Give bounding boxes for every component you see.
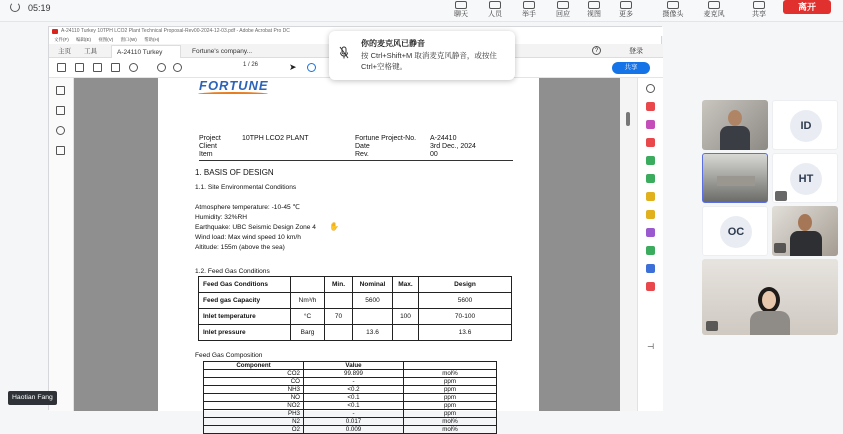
upload-icon[interactable] bbox=[75, 63, 84, 72]
bookmark-icon[interactable] bbox=[56, 106, 65, 115]
pdf-page bbox=[158, 78, 539, 433]
menu-help[interactable]: 帮助(H) bbox=[144, 37, 160, 42]
rev-value: 00 bbox=[430, 151, 438, 158]
timer-icon bbox=[10, 2, 20, 12]
feed-gas-table bbox=[198, 276, 512, 341]
sign-icon[interactable] bbox=[646, 228, 655, 237]
meeting-toolbar bbox=[0, 0, 843, 22]
menu-view[interactable]: 视图(V) bbox=[98, 37, 114, 42]
fortune-project-label: Fortune Project-No. bbox=[355, 135, 417, 142]
mic-muted-icon bbox=[775, 191, 787, 201]
participant-face bbox=[798, 214, 812, 231]
protect-icon[interactable] bbox=[646, 264, 655, 273]
chat-icon bbox=[455, 1, 467, 9]
raise-hand-button[interactable]: 举手 bbox=[512, 0, 546, 22]
acrobat-share-button[interactable]: 共享 bbox=[612, 62, 650, 74]
participant-body bbox=[750, 311, 790, 335]
company-logo: FORTUNE bbox=[199, 78, 269, 93]
create-pdf-icon[interactable] bbox=[646, 138, 655, 147]
table-row: CO - ppm bbox=[204, 378, 497, 386]
date-value: 3rd Dec., 2024 bbox=[430, 143, 476, 150]
table-row: CO2 99.899 mol% bbox=[204, 370, 497, 378]
login-link[interactable]: 登录 bbox=[629, 48, 643, 55]
mic-icon bbox=[708, 1, 720, 9]
tab-document-1[interactable]: A-24110 Turkey bbox=[111, 45, 181, 58]
project-value: 10TPH LCO2 PLANT bbox=[242, 135, 309, 142]
avatar: OC bbox=[720, 216, 752, 248]
pages-icon[interactable] bbox=[56, 86, 65, 95]
window-title: A-24110 Turkey 10TPH LCO2 Plant Technical Proposal-Rev00-2024-12-03.pdf - Adobe Acrobat Pro DC bbox=[61, 28, 290, 34]
left-panel bbox=[49, 78, 74, 411]
participant-video-tile[interactable] bbox=[702, 100, 768, 150]
fill-sign-icon[interactable] bbox=[646, 210, 655, 219]
comment-icon[interactable] bbox=[646, 192, 655, 201]
hand-tool-icon[interactable] bbox=[307, 63, 316, 72]
combine-icon[interactable] bbox=[646, 156, 655, 165]
tab-home[interactable]: 主页 bbox=[58, 48, 71, 55]
logo-swoosh bbox=[198, 92, 268, 96]
mic-muted-toast[interactable] bbox=[329, 31, 515, 80]
camera-button[interactable]: 摄像头 bbox=[656, 0, 690, 22]
avatar: ID bbox=[790, 110, 822, 142]
leave-button[interactable]: 离开 bbox=[783, 0, 831, 14]
page-indicator[interactable]: 1 / 26 bbox=[243, 62, 259, 68]
env-earthquake: Earthquake: UBC Seismic Design Zone 4 bbox=[195, 224, 316, 231]
table-row: Inlet pressure Barg 13.6 13.6 bbox=[199, 325, 512, 341]
attachment-icon[interactable] bbox=[56, 126, 65, 135]
people-icon bbox=[489, 1, 501, 9]
view-icon bbox=[588, 1, 600, 9]
participant-video-tile-large[interactable] bbox=[702, 259, 838, 335]
hand-cursor-icon: ✋ bbox=[329, 222, 339, 231]
page-down-icon[interactable] bbox=[173, 63, 182, 72]
table-row: NH3 <0.2 ppm bbox=[204, 386, 497, 394]
menu-file[interactable]: 文件(F) bbox=[54, 37, 69, 42]
item-label: Item bbox=[199, 151, 213, 158]
mic-off-icon bbox=[339, 46, 349, 60]
reaction-icon bbox=[557, 1, 569, 9]
participant-video-tile[interactable] bbox=[772, 206, 838, 256]
toast-body: 按 Ctrl+Shift+M 取消麦克风静音，或按住 Ctrl+空格键。 bbox=[361, 51, 497, 71]
env-altitude: Altitude: 155m (above the sea) bbox=[195, 244, 285, 251]
menu-edit[interactable]: 编辑(E) bbox=[76, 37, 92, 42]
zoom-icon[interactable] bbox=[646, 84, 655, 93]
header-rule bbox=[199, 160, 513, 161]
mic-muted-icon bbox=[774, 243, 786, 253]
client-label: Client bbox=[199, 143, 217, 150]
participant-video-tile-speaking[interactable] bbox=[702, 153, 768, 203]
participant-body bbox=[720, 126, 750, 150]
participant-face bbox=[728, 110, 742, 126]
table-row: NO2 <0.1 ppm bbox=[204, 402, 497, 410]
help-icon[interactable]: ? bbox=[592, 46, 601, 55]
composition-title: Feed Gas Composition bbox=[195, 352, 263, 359]
new-file-icon[interactable] bbox=[57, 63, 66, 72]
participant-face bbox=[762, 291, 776, 309]
mic-button[interactable]: 麦克风 bbox=[697, 0, 731, 22]
presenter-name-label: Haotian Fang bbox=[8, 391, 57, 405]
env-wind-load: Wind load: Max wind speed 10 km/h bbox=[195, 234, 301, 241]
toast-title: 你的麦克风已静音 bbox=[361, 39, 425, 48]
shared-screen bbox=[48, 26, 662, 433]
table-row: N2 0.017 mol% bbox=[204, 418, 497, 426]
chat-button[interactable]: 聊天 bbox=[444, 0, 478, 22]
section-site-conditions: 1.1. Site Environmental Conditions bbox=[195, 184, 297, 191]
section-basis-of-design: 1. BASIS OF DESIGN bbox=[195, 168, 274, 177]
meeting-time: 05:19 bbox=[28, 3, 51, 13]
fortune-project-value: A-24410 bbox=[430, 135, 457, 142]
vertical-scrollbar[interactable] bbox=[620, 78, 637, 411]
participant-avatar-tile[interactable] bbox=[772, 100, 838, 150]
participant-avatar-tile[interactable] bbox=[702, 206, 768, 256]
tab-tools[interactable]: 工具 bbox=[84, 48, 97, 55]
share-icon bbox=[753, 1, 765, 9]
mail-icon[interactable] bbox=[111, 63, 120, 72]
table-header-row: Component Value bbox=[204, 362, 497, 370]
scrollbar-thumb[interactable] bbox=[626, 112, 630, 126]
participant-body bbox=[790, 231, 822, 256]
date-label: Date bbox=[355, 143, 370, 150]
table-row: NO <0.1 ppm bbox=[204, 394, 497, 402]
print-icon[interactable] bbox=[93, 63, 102, 72]
search-icon[interactable] bbox=[129, 63, 138, 72]
table-row: PH3 - ppm bbox=[204, 410, 497, 418]
camera-icon bbox=[667, 1, 679, 9]
table-row: Feed gas Capacity Nm³/h 5600 5600 bbox=[199, 293, 512, 309]
more-tools-icon[interactable]: ⊣ bbox=[647, 342, 654, 351]
export-pdf-icon[interactable] bbox=[646, 102, 655, 111]
project-label: Project bbox=[199, 135, 221, 142]
meeting-table bbox=[717, 176, 755, 186]
composition-table bbox=[203, 361, 497, 434]
avatar: HT bbox=[790, 163, 822, 195]
participant-avatar-tile[interactable] bbox=[772, 153, 838, 203]
cursor-icon[interactable]: ➤ bbox=[289, 62, 297, 72]
share-screen-button[interactable]: 共享 bbox=[742, 0, 776, 22]
people-button[interactable]: 人员 bbox=[478, 0, 512, 22]
tab-document-2[interactable]: Fortune's company... bbox=[192, 48, 253, 55]
view-button[interactable]: 视图 bbox=[577, 0, 611, 22]
redact-icon[interactable] bbox=[646, 282, 655, 291]
scan-icon[interactable] bbox=[646, 246, 655, 255]
env-humidity: Humidity: 32%RH bbox=[195, 214, 248, 221]
menu-window[interactable]: 窗口(W) bbox=[120, 37, 137, 42]
layers-icon[interactable] bbox=[56, 146, 65, 155]
page-up-icon[interactable] bbox=[157, 63, 166, 72]
env-temperature: Atmosphere temperature: -10-45 ℃ bbox=[195, 204, 300, 211]
raise-hand-icon bbox=[523, 1, 535, 9]
table-header-row: Feed Gas Conditions Min. Nominal Max. Design bbox=[199, 277, 512, 293]
edit-pdf-icon[interactable] bbox=[646, 120, 655, 129]
mic-muted-icon bbox=[706, 321, 718, 331]
rev-label: Rev. bbox=[355, 151, 369, 158]
table-row: Inlet temperature °C 70 100 70-100 bbox=[199, 309, 512, 325]
section-feed-gas: 1.2. Feed Gas Conditions bbox=[195, 268, 270, 275]
tools-panel bbox=[637, 78, 663, 411]
table-row: O2 0.009 mol% bbox=[204, 426, 497, 434]
more-button[interactable]: 更多 bbox=[609, 0, 643, 22]
pdf-icon bbox=[52, 29, 58, 34]
organize-icon[interactable] bbox=[646, 174, 655, 183]
reaction-button[interactable]: 回应 bbox=[546, 0, 580, 22]
more-icon bbox=[620, 1, 632, 9]
